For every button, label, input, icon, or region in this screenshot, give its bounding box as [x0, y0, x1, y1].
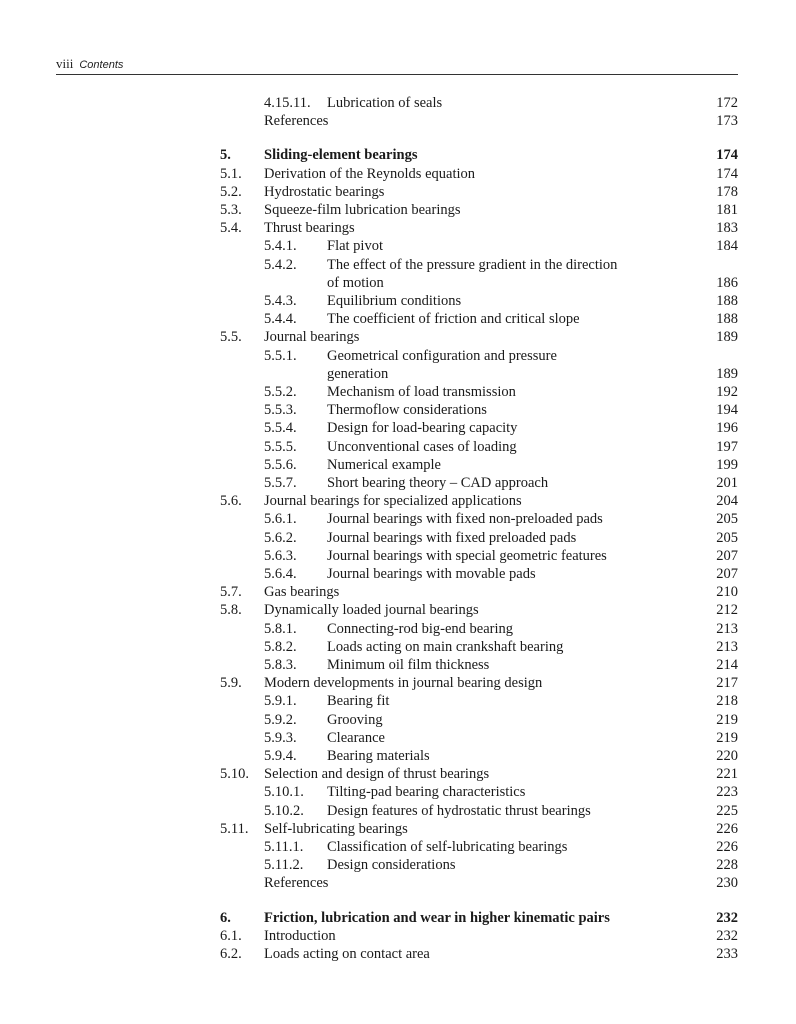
toc-entry [0, 292, 796, 310]
toc-entry-title: Bearing materials [327, 748, 430, 764]
toc-entry-number: 5.5. [220, 329, 242, 345]
toc-entry-page: 219 [716, 712, 738, 728]
toc-entry-title: Clearance [327, 730, 385, 746]
toc-entry-page: 207 [716, 548, 738, 564]
toc-entry-title: Grooving [327, 712, 383, 728]
toc-entry-number: 5.5.7. [264, 475, 297, 491]
toc-entry-page: 188 [716, 311, 738, 327]
toc-entry [0, 474, 796, 492]
toc-entry [0, 874, 796, 892]
toc-entry-title: References [264, 875, 329, 891]
toc-entry-page: 173 [716, 113, 738, 129]
toc-entry-number: 5.10.1. [264, 784, 304, 800]
toc-entry-title: Squeeze-film lubrication bearings [264, 202, 461, 218]
toc-entry-page: 178 [716, 184, 738, 200]
toc-entry-title: The coefficient of friction and critical slope [327, 311, 580, 327]
toc-entry [0, 783, 796, 801]
toc-entry [0, 112, 796, 130]
toc-entry-title: The effect of the pressure gradient in the direction [327, 257, 618, 273]
toc-entry-number: 6.1. [220, 928, 242, 944]
toc-entry-title: generation [327, 366, 389, 382]
toc-entry-number: 5.5.2. [264, 384, 297, 400]
toc-entry-title: Journal bearings with fixed non-preloaded pads [327, 511, 603, 527]
toc-entry-page: 181 [716, 202, 738, 218]
toc-entry [0, 656, 796, 674]
toc-entry-title: Design features of hydrostatic thrust bearings [327, 803, 591, 819]
toc-entry [0, 583, 796, 601]
toc-entry-number: 5.5.1. [264, 348, 297, 364]
toc-entry-page: 189 [716, 329, 738, 345]
toc-entry-number: 5.5.5. [264, 439, 297, 455]
toc-entry-page: 226 [716, 839, 738, 855]
toc-entry-number: 5.4.1. [264, 238, 297, 254]
toc-entry-title: Gas bearings [264, 584, 340, 600]
toc-entry-title: Modern developments in journal bearing design [264, 675, 543, 691]
toc-entry-title: Thermoflow considerations [327, 402, 487, 418]
toc-entry-page: 174 [716, 166, 738, 182]
toc-entry [0, 256, 796, 274]
running-head-section: Contents [79, 59, 124, 71]
toc-entry-page: 213 [716, 639, 738, 655]
toc-entry-number: 5.5.3. [264, 402, 297, 418]
toc-entry-title: Journal bearings with movable pads [327, 566, 536, 582]
toc-entry-title: Journal bearings with special geometric features [327, 548, 607, 564]
toc-entry-page: 184 [716, 238, 738, 254]
toc-entry [0, 802, 796, 820]
toc-entry [0, 183, 796, 201]
toc-entry-number: 5.10. [220, 766, 249, 782]
toc-entry-number: 5.1. [220, 166, 242, 182]
toc-entry [0, 856, 796, 874]
toc-entry-number: 5.6.1. [264, 511, 297, 527]
toc-entry-number: 5.11.1. [264, 839, 304, 855]
toc-entry-page: 205 [716, 530, 738, 546]
toc-entry [0, 401, 796, 419]
toc-entry-page: 220 [716, 748, 738, 764]
toc-entry-page: 204 [716, 493, 738, 509]
toc-entry-title: Tilting-pad bearing characteristics [327, 784, 526, 800]
toc-entry-page: 212 [716, 602, 738, 618]
toc-entry-page: 196 [716, 420, 738, 436]
toc-entry [0, 365, 796, 383]
toc-entry-number: 5.5.4. [264, 420, 297, 436]
toc-entry-page: 186 [716, 275, 738, 291]
toc-entry-number: 5.9.3. [264, 730, 297, 746]
toc-entry-number: 5.4. [220, 220, 242, 236]
toc-entry-page: 197 [716, 439, 738, 455]
toc-entry [0, 565, 796, 583]
toc-entry-number: 5.6.2. [264, 530, 297, 546]
toc-entry-title: Lubrication of seals [327, 95, 443, 111]
toc-entry-page: 218 [716, 693, 738, 709]
toc-entry [0, 945, 796, 963]
toc-entry-title: Thrust bearings [264, 220, 355, 236]
toc-entry-title: Classification of self-lubricating bearings [327, 839, 568, 855]
toc-entry-page: 205 [716, 511, 738, 527]
toc-entry-title: Journal bearings with fixed preloaded pads [327, 530, 577, 546]
toc-entry [0, 383, 796, 401]
toc-entry-page: 189 [716, 366, 738, 382]
toc-entry [0, 820, 796, 838]
toc-entry [0, 838, 796, 856]
toc-entry-page: 210 [716, 584, 738, 600]
toc-entry [0, 419, 796, 437]
toc-entry-number: 5.8.3. [264, 657, 297, 673]
toc-entry-number: 5.6.4. [264, 566, 297, 582]
toc-entry-title: Bearing fit [327, 693, 390, 709]
toc-entry [0, 94, 796, 112]
toc-entry [0, 711, 796, 729]
toc-entry [0, 692, 796, 710]
toc-entry-number: 6. [220, 910, 231, 926]
toc-entry-title: Selection and design of thrust bearings [264, 766, 490, 782]
toc-entry-page: 192 [716, 384, 738, 400]
toc-entry [0, 492, 796, 510]
toc-entry-title: Minimum oil film thickness [327, 657, 490, 673]
toc-entry-number: 5.8. [220, 602, 242, 618]
toc-entry-title: Mechanism of load transmission [327, 384, 516, 400]
toc-entry-number: 5.5.6. [264, 457, 297, 473]
toc-entry-number: 5.8.2. [264, 639, 297, 655]
toc-entry [0, 310, 796, 328]
toc-entry-title: Introduction [264, 928, 336, 944]
toc-entry-number: 5.4.4. [264, 311, 297, 327]
toc-entry [0, 620, 796, 638]
toc-entry-title: Journal bearings [264, 329, 360, 345]
toc-entry-title: Loads acting on contact area [264, 946, 430, 962]
toc-entry [0, 747, 796, 765]
toc-entry-title: Dynamically loaded journal bearings [264, 602, 479, 618]
toc-entry-page: 223 [716, 784, 738, 800]
toc-entry-page: 230 [716, 875, 738, 891]
toc-entry-number: 5.11.2. [264, 857, 304, 873]
toc-entry-title: Geometrical configuration and pressure [327, 348, 557, 364]
toc-entry-title: Design for load-bearing capacity [327, 420, 518, 436]
toc-entry-page: 188 [716, 293, 738, 309]
toc-entry-number: 5.10.2. [264, 803, 304, 819]
toc-entry-title: Derivation of the Reynolds equation [264, 166, 476, 182]
toc-entry-number: 5.8.1. [264, 621, 297, 637]
toc-entry-page: 226 [716, 821, 738, 837]
toc-entry-title: Equilibrium conditions [327, 293, 462, 309]
toc-entry-number: 5.2. [220, 184, 242, 200]
toc-entry [0, 601, 796, 619]
toc-entry [0, 219, 796, 237]
toc-entry-title: Numerical example [327, 457, 441, 473]
toc-entry [0, 201, 796, 219]
toc-entry-page: 219 [716, 730, 738, 746]
toc-entry-title: Unconventional cases of loading [327, 439, 517, 455]
toc-entry [0, 328, 796, 346]
toc-entry-number: 5.6.3. [264, 548, 297, 564]
toc-entry-page: 201 [716, 475, 738, 491]
toc-entry-title: of motion [327, 275, 384, 291]
toc-entry-number: 5. [220, 147, 231, 163]
toc-entry [0, 165, 796, 183]
toc-entry-number: 5.9.1. [264, 693, 297, 709]
toc-entry-page: 214 [716, 657, 738, 673]
toc-entry-page: 232 [716, 928, 738, 944]
toc-entry-page: 232 [716, 910, 738, 926]
toc-entry-number: 6.2. [220, 946, 242, 962]
toc-entry [0, 529, 796, 547]
toc-entry [0, 547, 796, 565]
toc-entry [0, 927, 796, 945]
toc-entry [0, 274, 796, 292]
toc-entry-page: 213 [716, 621, 738, 637]
toc-entry-title: Journal bearings for specialized applications [264, 493, 522, 509]
toc-entry-page: 194 [716, 402, 738, 418]
toc-entry-title: Sliding-element bearings [264, 147, 418, 163]
toc-entry [0, 729, 796, 747]
toc-entry [0, 438, 796, 456]
toc-entry-title: Loads acting on main crankshaft bearing [327, 639, 564, 655]
toc-entry-page: 225 [716, 803, 738, 819]
toc-entry-number: 5.4.3. [264, 293, 297, 309]
toc-entry-page: 207 [716, 566, 738, 582]
toc-entry [0, 510, 796, 528]
toc-entry-page: 217 [716, 675, 738, 691]
toc-entry-title: References [264, 113, 329, 129]
toc-entry-number: 5.9.4. [264, 748, 297, 764]
toc-entry-title: Flat pivot [327, 238, 383, 254]
toc-entry-number: 5.6. [220, 493, 242, 509]
toc-entry [0, 674, 796, 692]
toc-entry-page: 172 [716, 95, 738, 111]
toc-entry [0, 347, 796, 365]
page-number: viii [56, 56, 74, 71]
toc-entry-page: 183 [716, 220, 738, 236]
toc-entry-number: 4.15.11. [264, 95, 311, 111]
toc-entry-title: Design considerations [327, 857, 456, 873]
toc-entry-title: Self-lubricating bearings [264, 821, 408, 837]
toc-entry-number: 5.11. [220, 821, 249, 837]
toc-entry-title: Friction, lubrication and wear in higher kinematic pairs [264, 910, 610, 926]
header-rule [56, 74, 738, 75]
toc-entry-title: Hydrostatic bearings [264, 184, 385, 200]
toc-entry-page: 221 [716, 766, 738, 782]
toc-entry-number: 5.9. [220, 675, 242, 691]
toc-entry [0, 456, 796, 474]
toc-entry [0, 638, 796, 656]
toc-entry-page: 228 [716, 857, 738, 873]
toc-entry-number: 5.9.2. [264, 712, 297, 728]
toc-entry-title: Connecting-rod big-end bearing [327, 621, 514, 637]
toc-entry-page: 233 [716, 946, 738, 962]
toc-entry [0, 765, 796, 783]
toc-entry-number: 5.7. [220, 584, 242, 600]
toc-entry [0, 146, 796, 164]
toc-entry-page: 174 [716, 147, 738, 163]
toc-entry [0, 237, 796, 255]
toc-entry-page: 199 [716, 457, 738, 473]
toc-entry-title: Short bearing theory – CAD approach [327, 475, 549, 491]
toc-entry [0, 909, 796, 927]
running-head [56, 56, 123, 72]
toc-entry-number: 5.4.2. [264, 257, 297, 273]
toc-entry-number: 5.3. [220, 202, 242, 218]
